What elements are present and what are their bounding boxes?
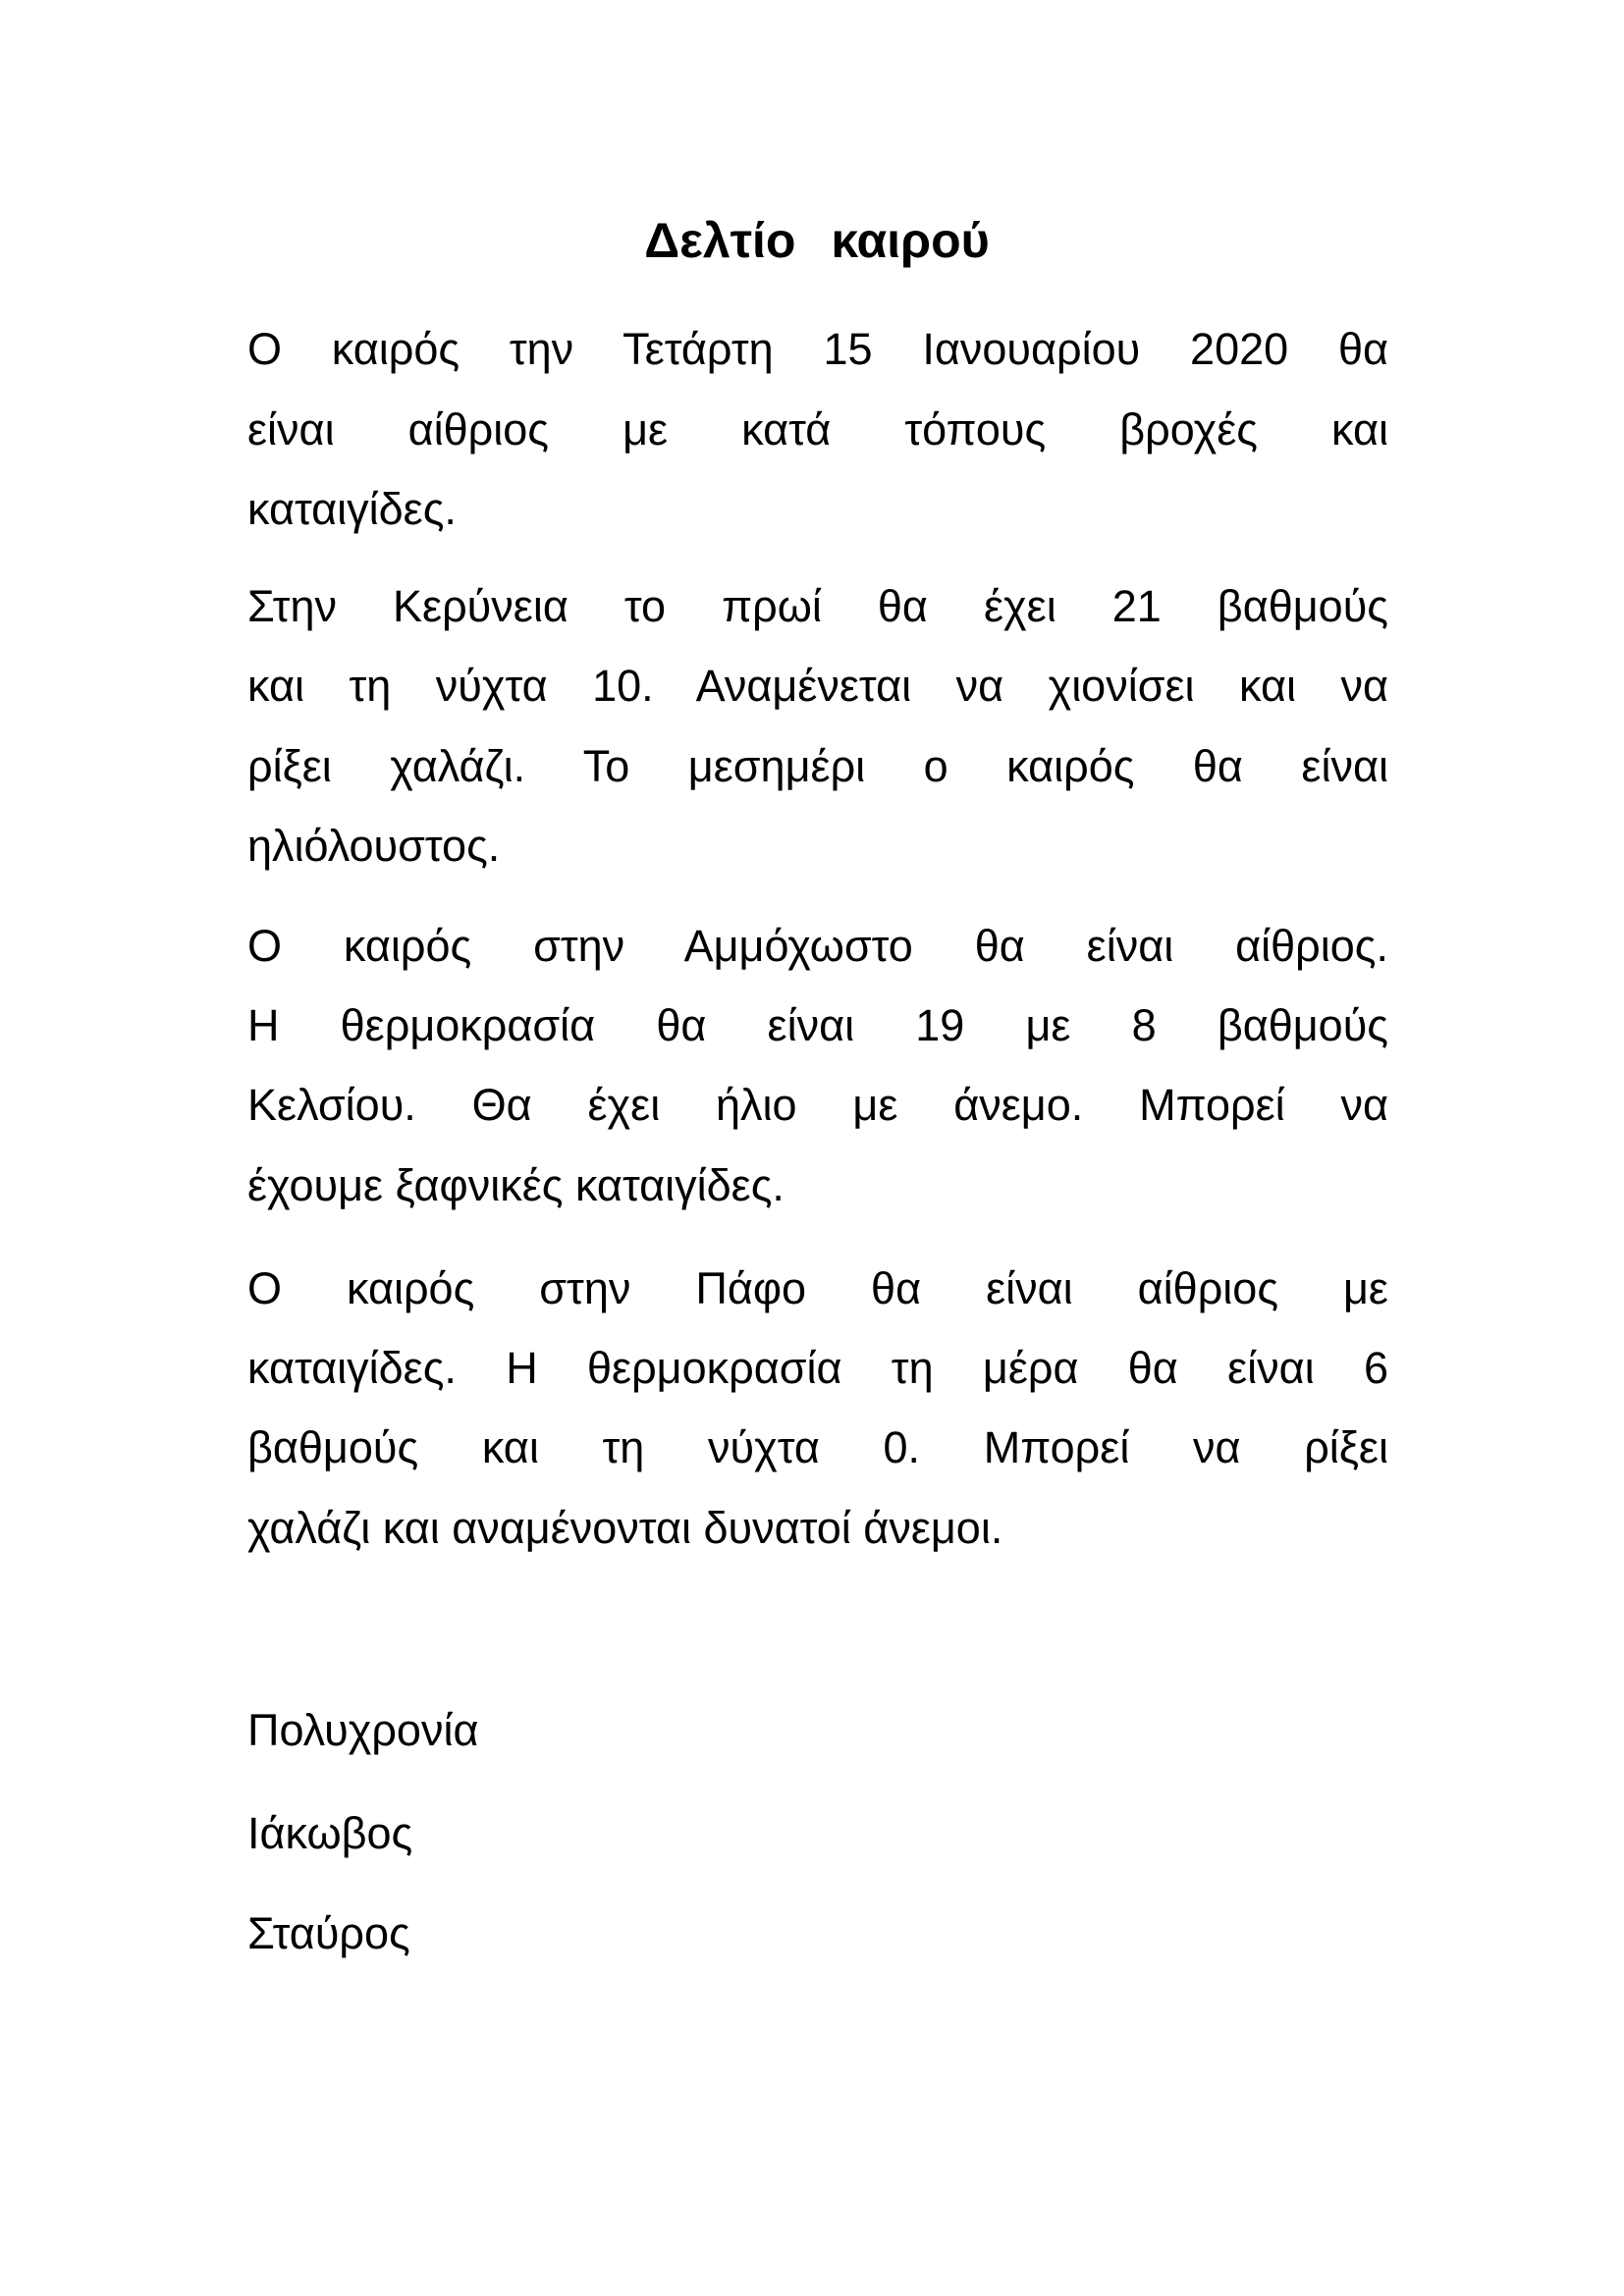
text-line: βαθμούς και τη νύχτα 0. Μπορεί να ρίξει	[247, 1422, 1388, 1472]
closing-greeting: Πολυχρονία	[247, 1705, 479, 1755]
text-line: Η θερμοκρασία θα είναι 19 με 8 βαθμούς	[247, 1000, 1388, 1050]
text-line: ηλιόλουστος.	[247, 821, 501, 871]
text-line: έχουμε ξαφνικές καταιγίδες.	[247, 1160, 785, 1210]
document-title: Δελτίο καιρού	[644, 213, 990, 268]
author-name: Ιάκωβος	[247, 1808, 413, 1858]
text-line: Στην Κερύνεια το πρωί θα έχει 21 βαθμούς	[247, 581, 1388, 631]
text-line: είναι αίθριος με κατά τόπους βροχές και	[247, 404, 1388, 454]
text-line: καταιγίδες. Η θερμοκρασία τη μέρα θα είναι 6	[247, 1343, 1388, 1393]
text-line: ρίξει χαλάζι. Το μεσημέρι ο καιρός θα είναι	[247, 741, 1388, 791]
text-line: Κελσίου. Θα έχει ήλιο με άνεμο. Μπορεί να	[247, 1080, 1388, 1130]
author-name: Σταύρος	[247, 1908, 410, 1958]
text-line: Ο καιρός στην Πάφο θα είναι αίθριος με	[247, 1263, 1388, 1313]
text-line: Ο καιρός στην Αμμόχωστο θα είναι αίθριος.	[247, 921, 1388, 971]
text-line: και τη νύχτα 10. Αναμένεται να χιονίσει και να	[247, 661, 1388, 711]
text-line: καταιγίδες.	[247, 484, 457, 534]
text-line: χαλάζι και αναμένονται δυνατοί άνεμοι.	[247, 1503, 1003, 1553]
text-line: Ο καιρός την Τετάρτη 15 Ιανουαρίου 2020 θα	[247, 324, 1388, 374]
